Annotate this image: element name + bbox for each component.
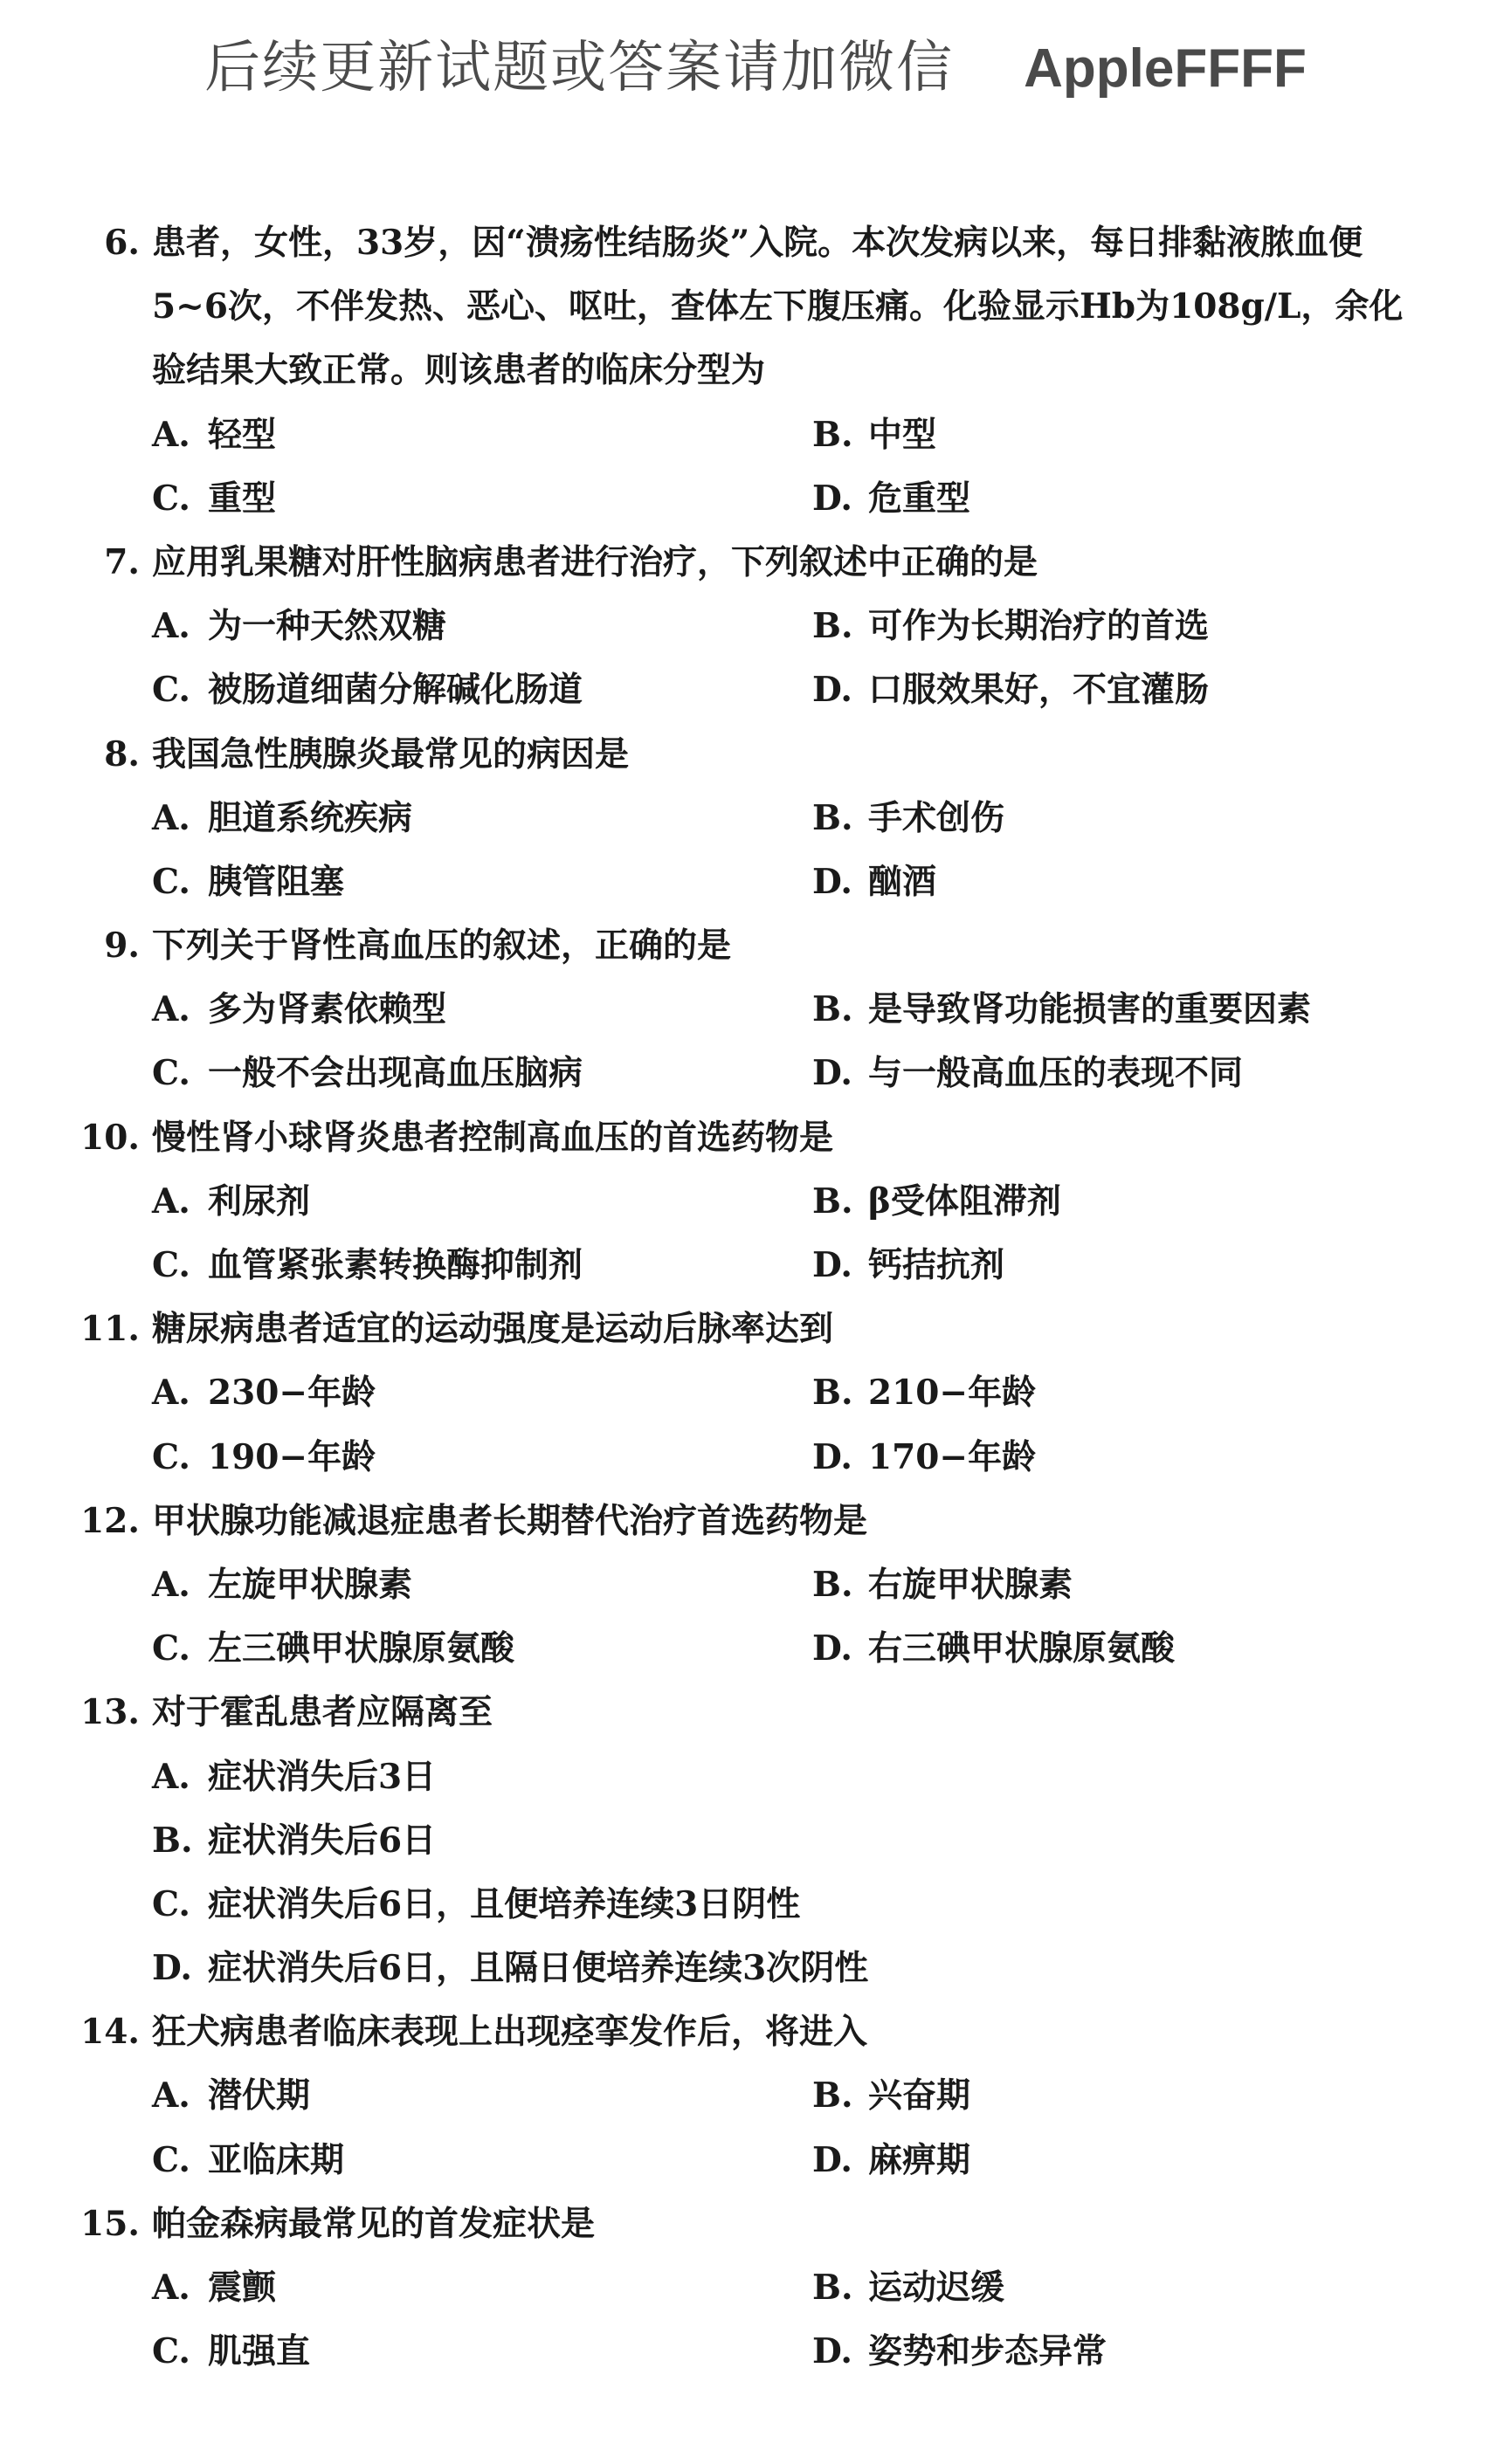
option-row xyxy=(0,2256,1511,2320)
option-text: 症状消失后6日，且隔日便培养连续3次阴性 xyxy=(208,1948,869,1989)
option-b xyxy=(812,2256,1004,2320)
question-text: 对于霍乱患者应隔离至 xyxy=(152,1692,493,1733)
option-letter: B. xyxy=(812,1373,853,1414)
option-letter: B. xyxy=(152,1820,193,1861)
option-letter: D. xyxy=(812,1245,853,1285)
option-text: β受体阻滞剂 xyxy=(868,1180,1061,1222)
option-row xyxy=(0,2064,1511,2128)
option-letter: D. xyxy=(812,1628,853,1669)
header-wechat-id: AppleFFFF xyxy=(1024,38,1307,99)
option-d xyxy=(812,850,936,914)
option-text: 左三碘甲状腺原氨酸 xyxy=(208,1628,515,1669)
page-header xyxy=(0,23,1511,103)
option-text: 症状消失后3日 xyxy=(208,1756,437,1797)
option-text: 被肠道细菌分解碱化肠道 xyxy=(208,670,583,711)
question-stem-line xyxy=(0,1490,1511,1553)
option-row xyxy=(0,1361,1511,1425)
option-letter: A. xyxy=(152,1180,190,1222)
question-9 xyxy=(0,914,1511,1106)
option-d xyxy=(812,1042,1243,1105)
option-letter: B. xyxy=(812,1564,853,1605)
option-letter: A. xyxy=(152,606,190,647)
option-row xyxy=(0,1873,1511,1937)
question-stem-line xyxy=(0,275,1511,339)
option-row xyxy=(0,403,1511,467)
option-c xyxy=(152,467,276,531)
question-text: 甲状腺功能减退症患者长期替代治疗首选药物是 xyxy=(152,1500,868,1541)
option-text: 多为肾素依赖型 xyxy=(208,989,447,1030)
option-text: 酗酒 xyxy=(868,861,937,902)
option-letter: D. xyxy=(812,478,853,519)
option-c xyxy=(152,2320,310,2384)
option-letter: A. xyxy=(152,2268,190,2308)
question-14 xyxy=(0,2000,1511,2192)
option-letter: A. xyxy=(152,2075,190,2116)
option-a xyxy=(152,403,276,467)
question-text: 患者，女性，33岁，因“溃疡性结肠炎”入院。本次发病以来，每日排黏液脓血便 xyxy=(152,223,1363,263)
option-letter: C. xyxy=(152,478,190,519)
option-letter: C. xyxy=(152,1436,190,1477)
option-letter: C. xyxy=(152,2331,190,2372)
option-d xyxy=(812,2320,1107,2384)
option-a xyxy=(152,787,412,850)
option-letter: C. xyxy=(152,1883,190,1924)
option-text: 170−年龄 xyxy=(868,1436,1037,1477)
option-c xyxy=(152,850,344,914)
option-letter: D. xyxy=(812,2331,853,2372)
option-b xyxy=(812,1553,1073,1617)
option-letter: C. xyxy=(152,1245,190,1285)
option-letter: A. xyxy=(152,414,190,455)
option-text: 胰管阻塞 xyxy=(208,861,345,902)
option-letter: B. xyxy=(812,989,853,1030)
option-row xyxy=(0,787,1511,850)
option-text: 胆道系统疾病 xyxy=(208,797,413,838)
question-number: 10. xyxy=(80,1117,140,1158)
option-a xyxy=(152,978,446,1042)
option-text: 与一般高血压的表现不同 xyxy=(868,1053,1244,1094)
option-d xyxy=(812,658,1209,722)
option-d xyxy=(152,1937,868,2000)
option-text: 姿势和步态异常 xyxy=(868,2331,1107,2372)
option-text: 肌强直 xyxy=(208,2331,311,2372)
question-stem-line xyxy=(0,1681,1511,1745)
option-text: 潜伏期 xyxy=(208,2075,311,2116)
option-letter: D. xyxy=(812,1436,853,1477)
option-b xyxy=(152,1809,436,1873)
option-c xyxy=(152,2129,344,2192)
option-row xyxy=(0,595,1511,658)
header-title: 后续更新试题或答案请加微信 xyxy=(204,36,955,100)
option-letter: A. xyxy=(152,797,190,838)
question-stem-line xyxy=(0,211,1511,275)
option-row xyxy=(0,1553,1511,1617)
option-a xyxy=(152,1170,310,1234)
option-row xyxy=(0,467,1511,531)
question-text: 狂犬病患者临床表现上出现痉挛发作后，将进入 xyxy=(152,2012,868,2053)
question-text: 验结果大致正常。则该患者的临床分型为 xyxy=(152,350,766,391)
option-d xyxy=(812,1617,1175,1681)
question-7 xyxy=(0,531,1511,723)
option-d xyxy=(812,1234,1004,1297)
option-letter: A. xyxy=(152,989,190,1030)
option-text: 一般不会出现高血压脑病 xyxy=(208,1053,583,1094)
question-text: 慢性肾小球肾炎患者控制高血压的首选药物是 xyxy=(152,1117,834,1158)
question-12 xyxy=(0,1490,1511,1682)
question-stem-line xyxy=(0,531,1511,595)
option-text: 是导致肾功能损害的重要因素 xyxy=(868,989,1312,1030)
option-b xyxy=(812,787,1004,850)
option-letter: D. xyxy=(812,2139,853,2180)
option-row xyxy=(0,1617,1511,1681)
option-letter: A. xyxy=(152,1756,190,1797)
option-b xyxy=(812,1361,1036,1425)
option-d xyxy=(812,2129,970,2192)
option-text: 手术创伤 xyxy=(868,797,1005,838)
question-text: 5~6次，不伴发热、恶心、呕吐，查体左下腹压痛。化验显示Hb为108g/L，余化 xyxy=(152,286,1404,327)
question-number: 7. xyxy=(104,541,140,582)
option-row xyxy=(0,1234,1511,1297)
option-text: 麻痹期 xyxy=(868,2139,971,2180)
question-text: 糖尿病患者适宜的运动强度是运动后脉率达到 xyxy=(152,1309,834,1350)
option-letter: A. xyxy=(152,1373,190,1414)
question-number: 12. xyxy=(80,1500,140,1541)
option-text: 口服效果好，不宜灌肠 xyxy=(868,670,1210,711)
question-stem-line xyxy=(0,2000,1511,2064)
option-text: 症状消失后6日 xyxy=(208,1820,437,1861)
question-15 xyxy=(0,2192,1511,2385)
question-number: 9. xyxy=(104,926,140,967)
option-d xyxy=(812,467,970,531)
option-b xyxy=(812,2064,970,2128)
option-row xyxy=(0,978,1511,1042)
question-stem-line xyxy=(0,723,1511,787)
option-b xyxy=(812,978,1311,1042)
option-letter: A. xyxy=(152,1564,190,1605)
option-letter: C. xyxy=(152,2139,190,2180)
question-stem-line xyxy=(0,1106,1511,1170)
option-row xyxy=(0,1426,1511,1490)
option-a xyxy=(152,1553,412,1617)
question-number: 11. xyxy=(80,1309,140,1350)
question-10 xyxy=(0,1106,1511,1298)
question-13 xyxy=(0,1681,1511,2000)
option-a xyxy=(152,595,446,658)
question-list xyxy=(0,211,1511,2384)
option-text: 轻型 xyxy=(208,414,277,455)
option-text: 症状消失后6日，且便培养连续3日阴性 xyxy=(208,1883,801,1924)
option-row xyxy=(0,2129,1511,2192)
option-b xyxy=(812,403,936,467)
option-row xyxy=(0,1937,1511,2000)
option-text: 震颤 xyxy=(208,2268,277,2308)
option-letter: C. xyxy=(152,1628,190,1669)
option-text: 右三碘甲状腺原氨酸 xyxy=(868,1628,1176,1669)
option-a xyxy=(152,1361,376,1425)
option-letter: C. xyxy=(152,861,190,902)
option-letter: B. xyxy=(812,606,853,647)
option-letter: B. xyxy=(812,797,853,838)
option-letter: C. xyxy=(152,1053,190,1094)
option-letter: B. xyxy=(812,2268,853,2308)
option-text: 可作为长期治疗的首选 xyxy=(868,606,1210,647)
option-c xyxy=(152,1042,583,1105)
option-text: 血管紧张素转换酶抑制剂 xyxy=(208,1245,583,1285)
option-row xyxy=(0,850,1511,914)
option-c xyxy=(152,658,583,722)
option-text: 危重型 xyxy=(868,478,971,519)
option-text: 运动迟缓 xyxy=(868,2268,1005,2308)
option-d xyxy=(812,1426,1036,1490)
option-text: 为一种天然双糖 xyxy=(208,606,447,647)
option-text: 利尿剂 xyxy=(208,1180,311,1222)
option-row xyxy=(0,658,1511,722)
option-text: 210−年龄 xyxy=(868,1373,1037,1414)
option-c xyxy=(152,1873,800,1937)
option-text: 亚临床期 xyxy=(208,2139,345,2180)
option-a xyxy=(152,1745,436,1809)
option-letter: D. xyxy=(812,861,853,902)
option-c xyxy=(152,1426,376,1490)
question-number: 14. xyxy=(80,2012,140,2053)
option-text: 兴奋期 xyxy=(868,2075,971,2116)
option-letter: B. xyxy=(812,1180,853,1222)
question-text: 我国急性胰腺炎最常见的病因是 xyxy=(152,733,630,774)
option-text: 中型 xyxy=(868,414,937,455)
option-a xyxy=(152,2256,276,2320)
question-8 xyxy=(0,723,1511,915)
option-letter: C. xyxy=(152,670,190,711)
option-text: 230−年龄 xyxy=(208,1373,376,1414)
option-letter: D. xyxy=(152,1948,193,1989)
option-text: 右旋甲状腺素 xyxy=(868,1564,1073,1605)
option-b xyxy=(812,595,1209,658)
question-number: 6. xyxy=(104,223,140,263)
question-6 xyxy=(0,211,1511,531)
question-number: 13. xyxy=(80,1692,140,1733)
option-text: 左旋甲状腺素 xyxy=(208,1564,413,1605)
option-letter: D. xyxy=(812,1053,853,1094)
question-number: 8. xyxy=(104,733,140,774)
option-row xyxy=(0,1170,1511,1234)
option-row xyxy=(0,1745,1511,1809)
option-letter: B. xyxy=(812,2075,853,2116)
option-a xyxy=(152,2064,310,2128)
option-letter: D. xyxy=(812,670,853,711)
question-stem-line xyxy=(0,2192,1511,2256)
question-stem-line xyxy=(0,1297,1511,1361)
option-b xyxy=(812,1170,1061,1234)
option-letter: B. xyxy=(812,414,853,455)
question-text: 应用乳果糖对肝性脑病患者进行治疗，下列叙述中正确的是 xyxy=(152,541,1038,582)
option-c xyxy=(152,1617,514,1681)
option-c xyxy=(152,1234,583,1297)
option-text: 钙拮抗剂 xyxy=(868,1245,1005,1285)
option-text: 重型 xyxy=(208,478,277,519)
question-11 xyxy=(0,1297,1511,1490)
question-text: 下列关于肾性高血压的叙述，正确的是 xyxy=(152,926,732,967)
option-text: 190−年龄 xyxy=(208,1436,376,1477)
option-row xyxy=(0,1042,1511,1105)
question-text: 帕金森病最常见的首发症状是 xyxy=(152,2203,596,2244)
option-row xyxy=(0,2320,1511,2384)
question-number: 15. xyxy=(80,2203,140,2244)
question-stem-line xyxy=(0,339,1511,403)
option-row xyxy=(0,1809,1511,1873)
question-stem-line xyxy=(0,914,1511,978)
